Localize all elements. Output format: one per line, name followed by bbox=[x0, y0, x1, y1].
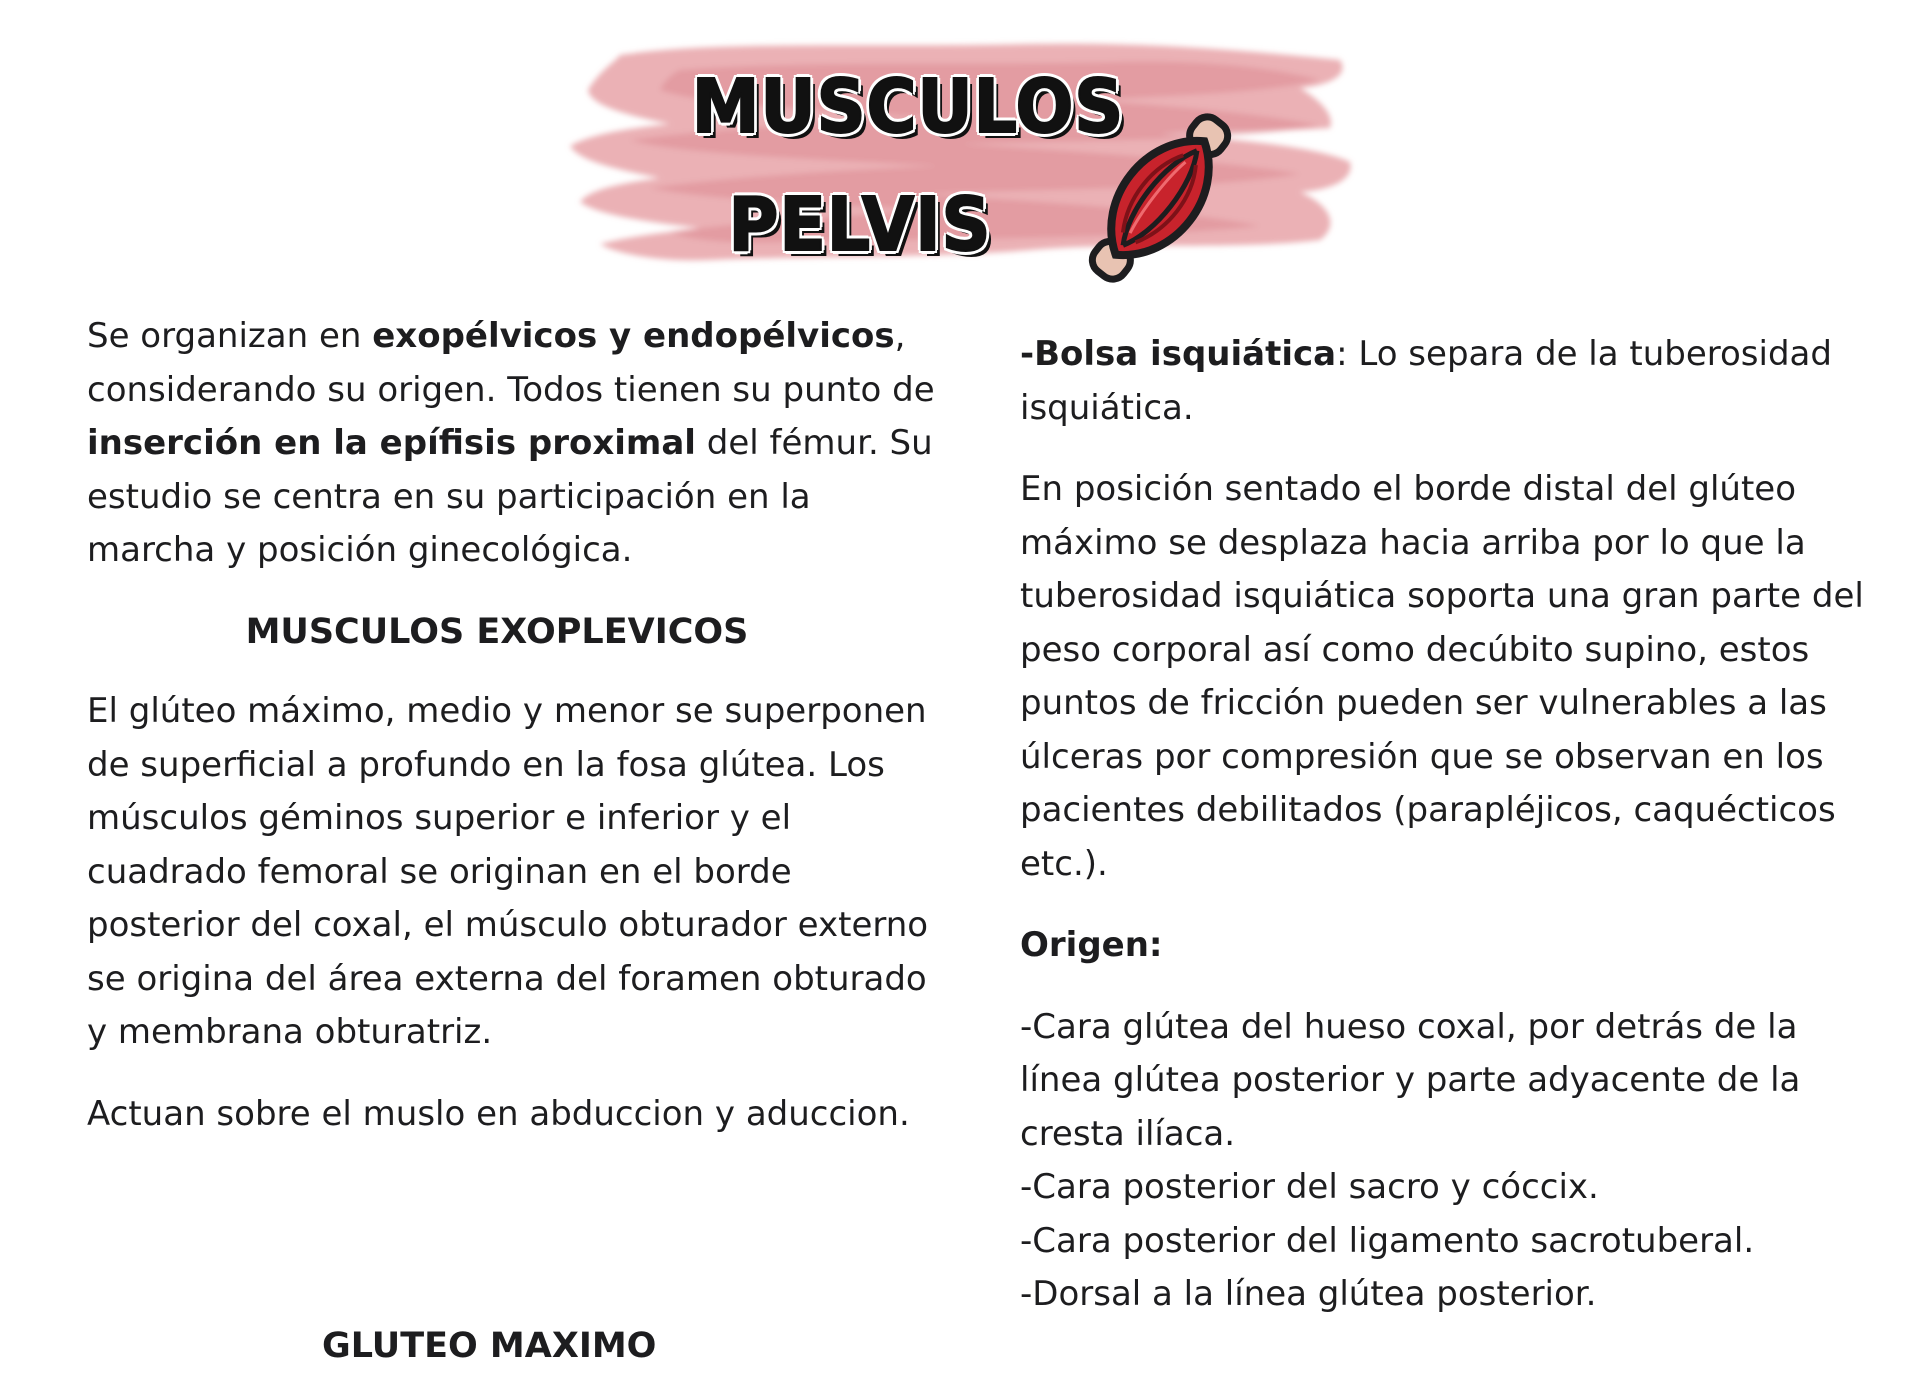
intro-bold-2: inserción en la epífisis proximal bbox=[87, 423, 696, 463]
bolsa-text: : Lo separa de la tuberosidad isquiática. bbox=[1020, 334, 1832, 428]
sentado-paragraph: En posición sentado el borde distal del glúteo máximo se desplaza hacia arriba por lo que la tuberosidad isquiática soporta una gran parte del peso corporal así como decúbito supino, estos puntos de fricción pueden ser vulnerables a las úlceras por compresión que se observan en los pacientes debilitados (parapléjicos, caquécticos etc.). bbox=[1020, 469, 1864, 884]
title-banner bbox=[560, 30, 1360, 300]
title-line-1: MUSCULOS bbox=[691, 64, 1125, 150]
title-line-2: PELVIS bbox=[728, 182, 992, 268]
intro-text-3: del fémur. Su estudio se centra en su participación en la marcha y posición ginecológica. bbox=[87, 423, 933, 570]
origen-item: -Cara glútea del hueso coxal, por detrás de la línea glútea posterior y parte adyacente de la cresta ilíaca. bbox=[1020, 1006, 1801, 1154]
right-column bbox=[1020, 328, 1880, 1322]
accion-paragraph: Actuan sobre el muslo en abduccion y aduccion. bbox=[87, 1093, 910, 1134]
intro-text-1: Se organizan en bbox=[87, 316, 373, 356]
origen-list bbox=[1020, 1001, 1880, 1322]
left-column bbox=[87, 310, 937, 1169]
origen-item: -Cara posterior del ligamento sacrotuberal. bbox=[1020, 1220, 1755, 1261]
intro-paragraph bbox=[87, 310, 937, 578]
origen-item: -Cara posterior del sacro y cóccix. bbox=[1020, 1167, 1599, 1207]
origen-label: Origen: bbox=[1020, 925, 1163, 965]
muscle-icon bbox=[1070, 98, 1250, 298]
bolsa-paragraph bbox=[1020, 328, 1880, 435]
intro-text-2: , considerando su origen. Todos tienen su punto de bbox=[87, 316, 935, 410]
intro-bold-1: exopélvicos y endopélvicos bbox=[372, 316, 895, 356]
origen-heading bbox=[1020, 919, 1880, 973]
origen-item: -Dorsal a la línea glútea posterior. bbox=[1020, 1274, 1597, 1314]
bolsa-label: -Bolsa isquiática bbox=[1020, 334, 1337, 374]
heading-musculos-exopelvicos: MUSCULOS EXOPLEVICOS bbox=[245, 611, 749, 652]
gluteos-paragraph: El glúteo máximo, medio y menor se superponen de superficial a profundo en la fosa glútea. Los músculos géminos superior e inferior y el cuadrado femoral se originan en el borde posterior del coxal, el músculo obturador externo se origina del área externa del foramen obturado y membrana obturatriz. bbox=[87, 691, 929, 1052]
heading-gluteo-maximo: GLUTEO MAXIMO bbox=[322, 1326, 657, 1366]
